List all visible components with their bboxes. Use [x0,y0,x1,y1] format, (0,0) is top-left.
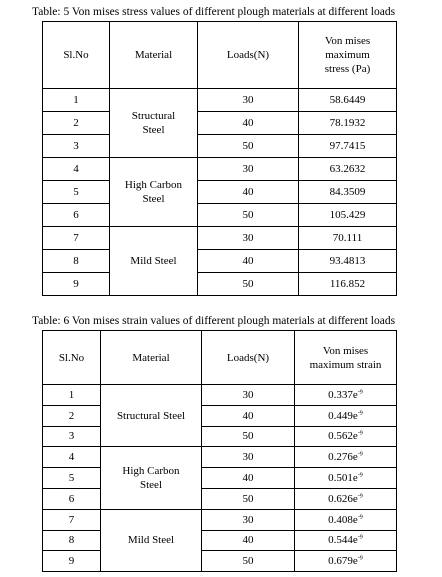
table-5-caption: Table: 5 Von mises stress values of different plough materials at different loads [32,6,396,18]
material-cell-structural-steel: Structural Steel [101,385,202,447]
load-cell: 40 [198,112,299,135]
slno-cell: 5 [43,181,110,204]
table-header-row [43,22,397,89]
material-line: Structural [131,110,176,122]
strain-mantissa: 0.337e [328,388,358,401]
slno-cell: 1 [43,385,101,406]
table-row [43,447,397,468]
load-cell: 50 [202,488,295,509]
header-stress-line1: Von mises [324,35,371,47]
load-cell: 30 [198,158,299,181]
table-row [43,509,397,530]
table-row [43,181,397,204]
header-stress-line2: maximum [325,49,370,61]
load-cell: 30 [202,385,295,406]
load-cell: 30 [198,89,299,112]
slno-cell: 7 [43,227,110,250]
table-row [43,530,397,551]
strain-exponent: -9 [357,451,363,458]
slno-cell: 8 [43,530,101,551]
slno-cell: 6 [43,204,110,227]
load-cell: 30 [202,509,295,530]
material-cell-high-carbon-steel [110,158,198,227]
material-line: Steel [142,124,165,136]
header-stress-line3: stress (Pa) [324,63,371,75]
header-loads: Loads(N) [198,22,299,89]
strain-exponent: -9 [357,493,363,500]
slno-cell: 5 [43,468,101,489]
load-cell: 50 [198,204,299,227]
load-cell: 40 [198,181,299,204]
stress-cell: 58.6449 [299,89,397,112]
load-cell: 50 [202,426,295,447]
table-row [43,135,397,158]
slno-cell: 6 [43,488,101,509]
stress-cell: 78.1932 [299,112,397,135]
strain-mantissa: 0.276e [328,451,358,464]
header-strain [295,331,397,385]
strain-cell [295,468,397,489]
strain-cell [295,447,397,468]
table-header-row [43,331,397,385]
strain-mantissa: 0.544e [328,534,358,547]
strain-cell [295,488,397,509]
table-row [43,227,397,250]
slno-cell: 1 [43,89,110,112]
table-row [43,158,397,181]
load-cell: 50 [198,273,299,296]
strain-mantissa: 0.562e [328,430,358,443]
load-cell: 40 [202,468,295,489]
strain-cell [295,509,397,530]
strain-cell [295,530,397,551]
slno-cell: 2 [43,112,110,135]
table-row [43,89,397,112]
material-line: High Carbon [122,465,180,478]
stress-cell: 97.7415 [299,135,397,158]
strain-cell [295,426,397,447]
table-row [43,426,397,447]
slno-cell: 4 [43,447,101,468]
table-row [43,551,397,572]
strain-exponent: -9 [357,410,363,417]
header-strain-line1: Von mises [322,344,369,357]
header-stress [299,22,397,89]
strain-exponent: -9 [357,430,363,437]
slno-cell: 4 [43,158,110,181]
strain-mantissa: 0.408e [328,513,358,526]
table-row [43,405,397,426]
load-cell: 30 [202,447,295,468]
header-material: Material [101,331,202,385]
strain-table [42,330,397,572]
slno-cell: 3 [43,135,110,158]
material-line: Steel [140,479,162,492]
strain-cell [295,405,397,426]
slno-cell: 2 [43,405,101,426]
strain-exponent: -9 [357,534,363,541]
header-slno: Sl.No [43,331,101,385]
strain-mantissa: 0.449e [328,409,358,422]
strain-exponent: -9 [357,472,363,479]
stress-cell: 93.4813 [299,250,397,273]
table-row [43,250,397,273]
header-loads: Loads(N) [202,331,295,385]
stress-cell: 70.111 [299,227,397,250]
material-cell-mild-steel: Mild Steel [101,509,202,571]
slno-cell: 3 [43,426,101,447]
strain-exponent: -9 [357,514,363,521]
slno-cell: 7 [43,509,101,530]
load-cell: 50 [202,551,295,572]
header-material: Material [110,22,198,89]
material-line: High Carbon [124,179,183,191]
slno-cell: 8 [43,250,110,273]
slno-cell: 9 [43,273,110,296]
load-cell: 40 [202,530,295,551]
table-row [43,204,397,227]
table-row [43,488,397,509]
table-row [43,112,397,135]
stress-cell: 116.852 [299,273,397,296]
table-row [43,273,397,296]
load-cell: 40 [198,250,299,273]
stress-cell: 84.3509 [299,181,397,204]
material-cell-mild-steel: Mild Steel [110,227,198,296]
header-strain-line2: maximum strain [309,358,382,371]
table-row [43,385,397,406]
header-slno: Sl.No [43,22,110,89]
strain-mantissa: 0.626e [328,492,358,505]
stress-cell: 63.2632 [299,158,397,181]
strain-exponent: -9 [357,555,363,562]
stress-cell: 105.429 [299,204,397,227]
strain-cell [295,551,397,572]
slno-cell: 9 [43,551,101,572]
load-cell: 50 [198,135,299,158]
stress-table [42,21,397,296]
strain-cell [295,385,397,406]
material-line: Steel [142,193,165,205]
table-row [43,468,397,489]
strain-mantissa: 0.679e [328,555,358,568]
material-cell-high-carbon-steel [101,447,202,509]
strain-mantissa: 0.501e [328,472,358,485]
table-6-caption: Table: 6 Von mises strain values of different plough materials at different loads [32,315,396,327]
load-cell: 30 [198,227,299,250]
material-cell-structural-steel [110,89,198,158]
load-cell: 40 [202,405,295,426]
strain-exponent: -9 [357,389,363,396]
